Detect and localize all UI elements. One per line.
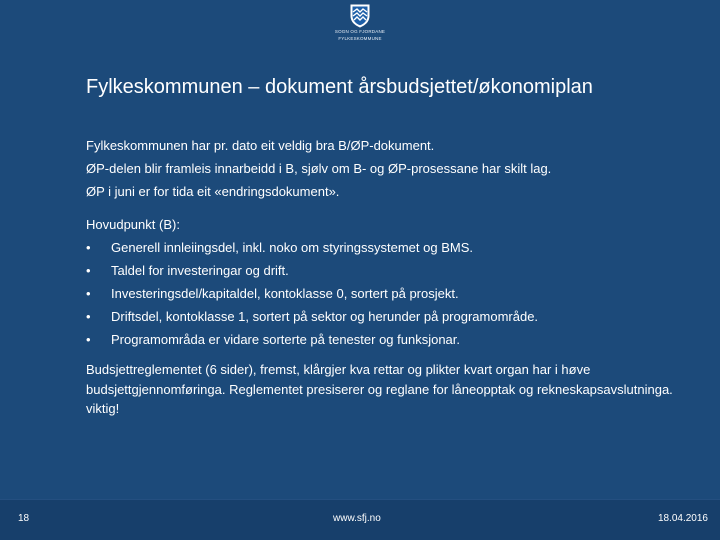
footer-date: 18.04.2016 bbox=[657, 513, 708, 524]
main-points-list bbox=[86, 236, 686, 351]
list-item-text: Investeringsdel/kapitaldel, kontoklasse 0, sortert på prosjekt. bbox=[111, 286, 459, 301]
bullet-icon: • bbox=[86, 309, 91, 324]
list-item-text: Driftsdel, kontoklasse 1, sortert på sektor og herunder på programområde. bbox=[111, 309, 539, 324]
list-item bbox=[86, 305, 686, 328]
main-points-heading: Hovudpunkt (B): bbox=[86, 217, 180, 232]
slide-footer bbox=[0, 499, 720, 540]
list-item bbox=[86, 236, 686, 259]
list-item bbox=[86, 282, 686, 305]
bullet-icon: • bbox=[86, 240, 91, 255]
slide-body bbox=[86, 134, 686, 419]
intro-line: ØP-delen blir framleis innarbeidd i B, sjølv om B- og ØP-prosessane har skilt lag. bbox=[86, 161, 552, 176]
logo-text-line2: FYLKESKOMMUNE bbox=[338, 35, 382, 41]
county-logo bbox=[330, 4, 390, 46]
list-item bbox=[86, 259, 686, 282]
footer-url: www.sfj.no bbox=[333, 513, 381, 524]
bullet-icon: • bbox=[86, 286, 91, 301]
intro-line: Fylkeskommunen har pr. dato eit veldig bra B/ØP-dokument. bbox=[86, 138, 435, 153]
page-number: 18 bbox=[18, 513, 30, 524]
list-item bbox=[86, 328, 686, 351]
county-coat-of-arms-icon bbox=[350, 4, 370, 28]
closing-paragraph: Budsjettreglementet (6 sider), fremst, klårgjer kva rettar og plikter kvart organ har i høve budsjettgjennomføringa. Reglementet presiserer og reglane for låneopptak og rekneskapsavslutninga. viktig! bbox=[86, 362, 673, 416]
list-item-text: Taldel for investeringar og drift. bbox=[111, 263, 289, 278]
list-item-text: Generell innleiingsdel, inkl. noko om styringssystemet og BMS. bbox=[111, 240, 473, 255]
slide-title: Fylkeskommunen – dokument årsbudsjettet/økonomiplan bbox=[86, 76, 593, 98]
logo-text-line1: SOGN OG FJORDANE bbox=[334, 29, 386, 34]
bullet-icon: • bbox=[86, 263, 91, 278]
intro-line: ØP i juni er for tida eit «endringsdokument». bbox=[86, 184, 340, 199]
list-item-text: Programområda er vidare sorterte på tenester og funksjonar. bbox=[111, 332, 461, 347]
bullet-icon: • bbox=[86, 332, 91, 347]
